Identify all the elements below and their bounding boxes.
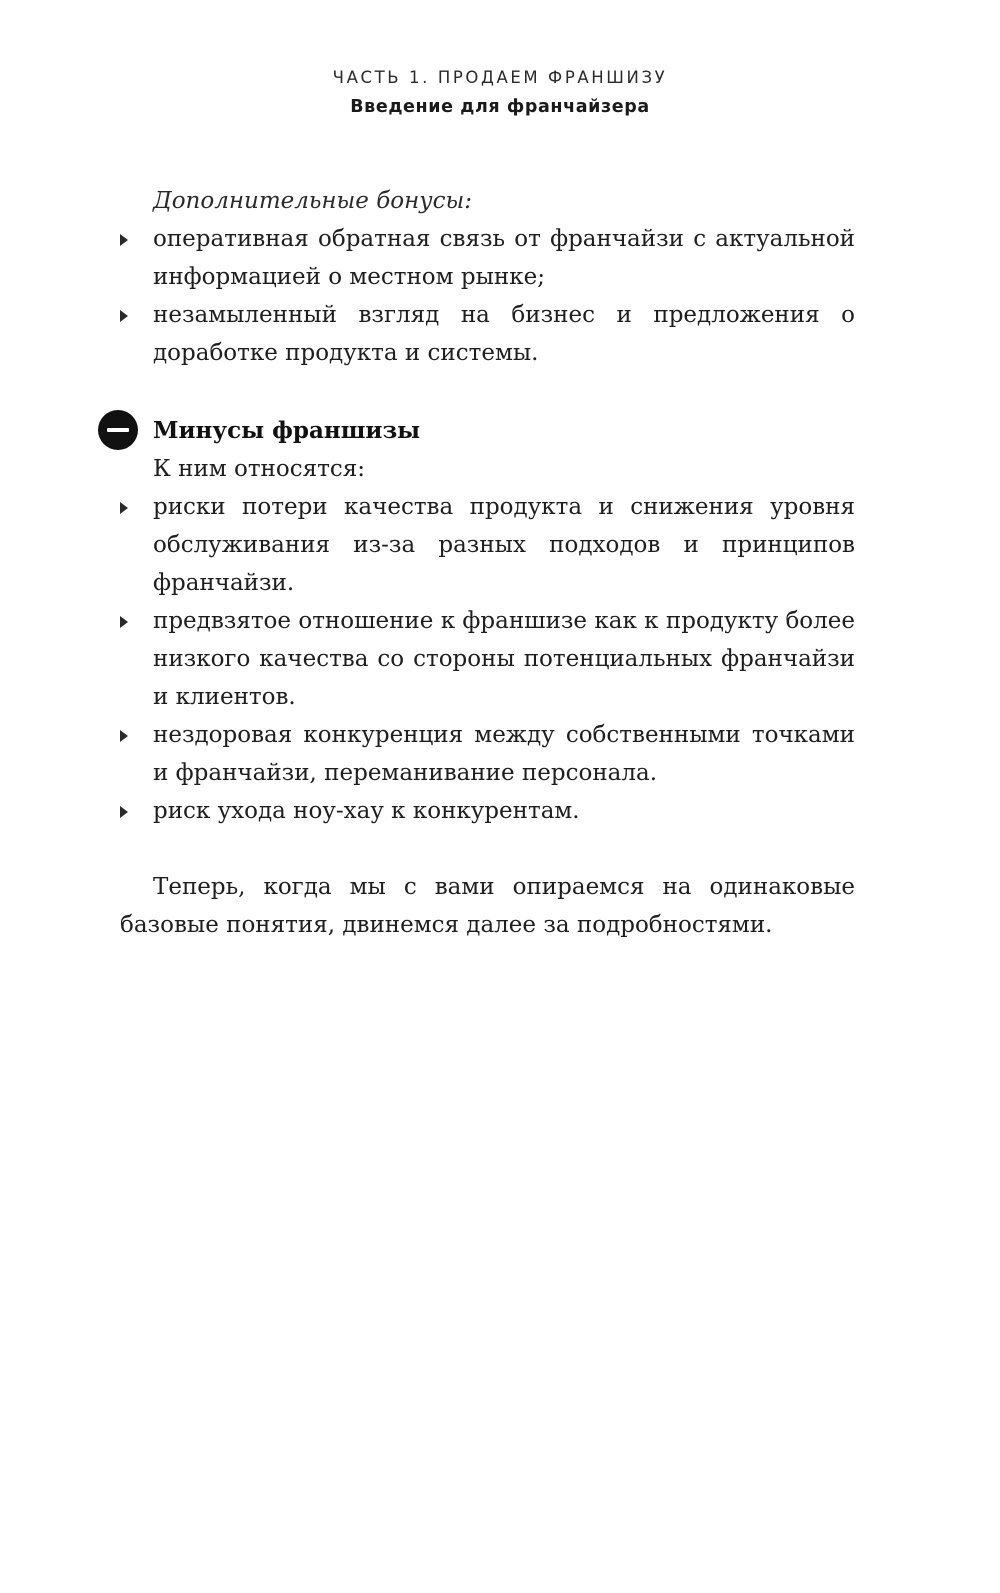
list-item — [120, 488, 855, 602]
part-title: ЧАСТЬ 1. ПРОДАЕМ ФРАНШИЗУ — [332, 68, 668, 87]
list-item — [120, 220, 855, 296]
triangle-bullet-icon — [120, 234, 128, 246]
minuses-lead: К ним относятся: — [153, 456, 365, 482]
page-content — [120, 182, 855, 944]
list-item-text: риск ухода ноу-хау к конкурентам. — [153, 798, 580, 824]
triangle-bullet-icon — [120, 310, 128, 322]
list-item-text: предвзятое отношение к франшизе как к продукту более низкого качества со стороны потенциальных франчайзи и клиентов. — [153, 608, 855, 710]
triangle-bullet-icon — [120, 806, 128, 818]
list-item — [120, 716, 855, 792]
list-item — [120, 296, 855, 372]
list-item-text: незамыленный взгляд на бизнес и предложения о доработке продукта и системы. — [153, 302, 855, 366]
triangle-bullet-icon — [120, 502, 128, 514]
list-item — [120, 792, 855, 830]
bonuses-lead: Дополнительные бонусы: — [153, 188, 472, 214]
closing-paragraph: Теперь, когда мы с вами опираемся на одинаковые базовые понятия, двинемся далее за подробностями. — [120, 874, 855, 938]
bonuses-list — [120, 220, 855, 372]
chapter-title: Введение для франчайзера — [350, 97, 650, 117]
paragraph-spacer — [120, 830, 855, 868]
triangle-bullet-icon — [120, 616, 128, 628]
minuses-heading — [120, 412, 855, 450]
list-item-text: оперативная обратная связь от франчайзи с актуальной информацией о местном рынке; — [153, 226, 855, 290]
triangle-bullet-icon — [120, 730, 128, 742]
minuses-heading-text: Минусы франшизы — [153, 417, 421, 444]
list-item-text: риски потери качества продукта и снижения уровня обслуживания из-за разных подходов и принципов франчайзи. — [153, 494, 855, 596]
minus-circle-icon — [98, 410, 138, 450]
minuses-list — [120, 488, 855, 830]
list-item — [120, 602, 855, 716]
list-item-text: нездоровая конкуренция между собственными точками и франчайзи, переманивание персонала. — [153, 722, 855, 786]
